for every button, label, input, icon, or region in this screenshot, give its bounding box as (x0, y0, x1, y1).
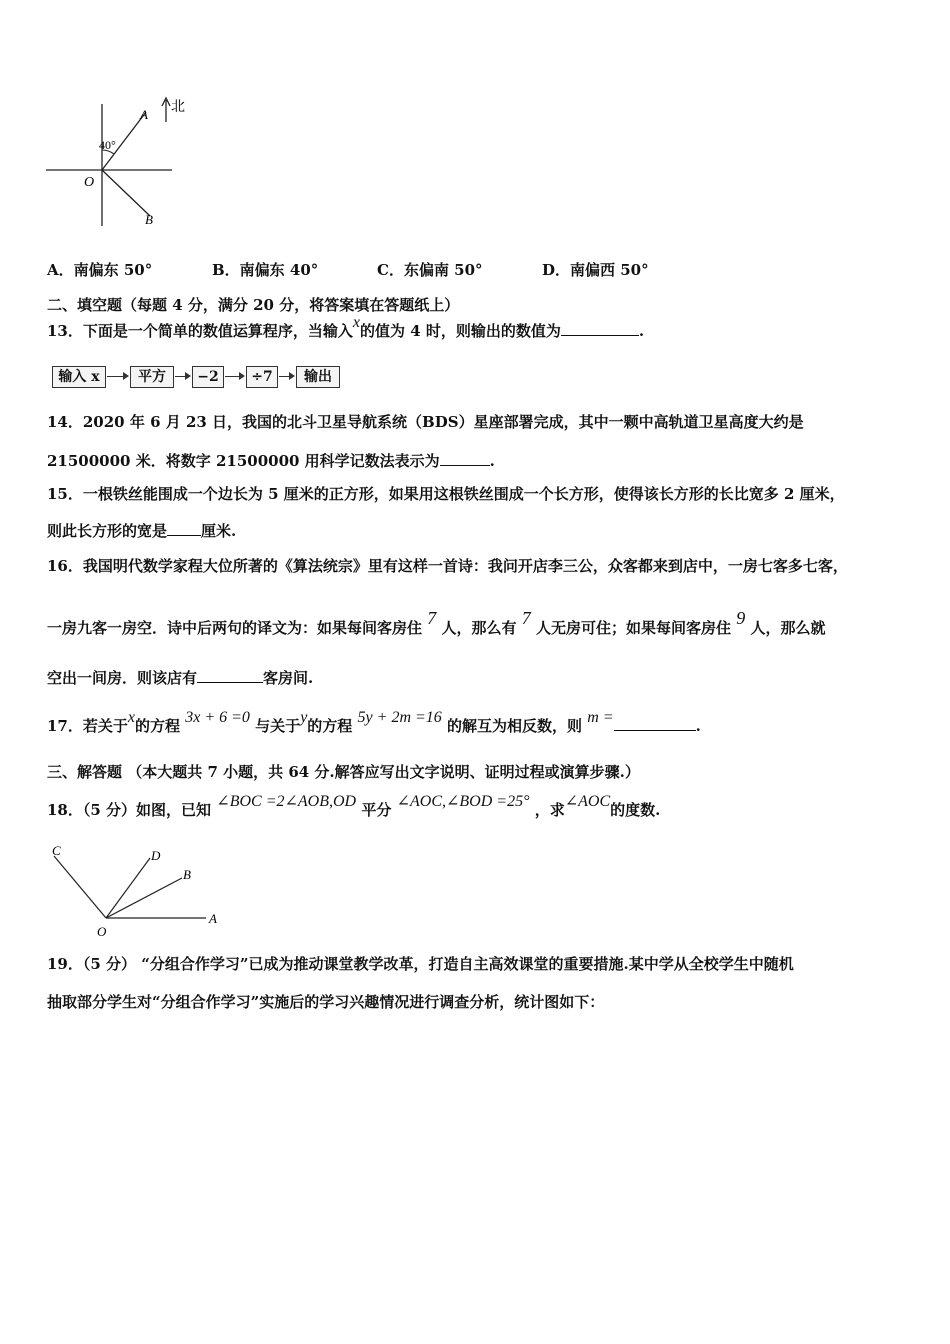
q17-equation-2: 5y + 2m =16 (357, 709, 442, 726)
section-2-title: 二、填空题（每题 4 分，满分 20 分，将答案填在答题纸上） (47, 296, 460, 314)
ray-ob (102, 170, 150, 216)
q15-line-1: 15．一根铁丝能围成一个边长为 5 厘米的正方形，如果用这根铁丝围成一个长方形，使得该长方形的长比宽多 2 厘米， (47, 485, 845, 503)
q14-line-1: 14．2020 年 6 月 23 日，我国的北斗卫星导航系统（BDS）星座部署完成，其中一颗中高轨道卫星高度大约是 (47, 413, 804, 431)
q17-var-x: x (127, 709, 135, 726)
q16-line-3 (47, 668, 313, 688)
q17-var-m: m = (587, 709, 614, 726)
option-d: D．南偏西 50° (542, 261, 649, 279)
q15-answer-blank (167, 521, 201, 536)
point-b-label: B (145, 212, 153, 227)
flow-input-box: 输入 x (52, 366, 106, 388)
q18-condition-2: ∠AOC,∠BOD =25° (396, 793, 530, 810)
flow-arrow-icon (175, 376, 189, 377)
q19-line-2: 抽取部分学生对“分组合作学习”实施后的学习兴趣情况进行调查分析，统计图如下： (47, 993, 605, 1011)
q16-text-3: 人无房可住；如果每间客房住 (535, 619, 731, 637)
q13-answer-blank (561, 321, 639, 336)
point-c-label: C (52, 843, 61, 858)
q17-text-2: 的方程 (134, 717, 180, 735)
q17-text-1: 17．若关于 (47, 717, 128, 735)
q14-line-2 (47, 451, 495, 471)
flow-divide-box: ÷7 (246, 366, 278, 388)
option-a: A．南偏东 50° (47, 261, 153, 279)
section-3-title: 三、解答题 （本大题共 7 小题，共 64 分.解答应写出文字说明、证明过程或演算步骤.） (47, 763, 640, 781)
question-13 (47, 314, 645, 342)
north-label: 北 (171, 99, 185, 115)
q17-end: . (695, 717, 701, 735)
q13-end: . (638, 322, 645, 340)
q14-answer-blank (440, 451, 490, 466)
option-c: C．东偏南 50° (377, 261, 483, 279)
q17-text-3: 与关于 (255, 717, 301, 735)
ray-ob (106, 878, 182, 918)
flow-arrow-icon (225, 376, 243, 377)
question-17 (47, 709, 701, 737)
point-o-label: O (84, 175, 95, 190)
q16-number-9: 9 (736, 608, 746, 628)
flow-minus-box: −2 (192, 366, 224, 388)
q18-target: ∠AOC (564, 793, 611, 810)
point-a-label: A (140, 107, 148, 122)
q17-answer-blank (614, 716, 696, 731)
q18-text-4: 的度数. (610, 801, 661, 819)
q18-text-2: 平分 (361, 801, 392, 819)
flow-output-box: 输出 (296, 366, 340, 388)
point-b-label: B (183, 867, 191, 882)
flow-square-box: 平方 (130, 366, 174, 388)
point-o-label: O (97, 924, 107, 939)
q14-end: . (489, 452, 495, 470)
q15-line-2 (47, 521, 236, 541)
angle-figure (40, 838, 240, 940)
q13-text-2: 的值为 4 时，则输出的数值为 (360, 322, 561, 340)
flow-arrow-icon (107, 376, 127, 377)
angle-label: 40° (99, 138, 116, 152)
q14-text: 21500000 米．将数字 21500000 用科学记数法表示为 (47, 452, 440, 470)
q16-number-7b: 7 (521, 608, 531, 628)
option-b: B．南偏东 40° (212, 261, 319, 279)
q15-text-2: 厘米. (201, 522, 237, 540)
question-18 (47, 793, 661, 821)
compass-figure (40, 92, 200, 232)
q16-text-5: 空出一间房．则该店有 (47, 669, 198, 687)
q18-condition-1: ∠BOC =2∠AOB,OD (216, 793, 357, 810)
flow-arrow-icon (279, 376, 293, 377)
point-d-label: D (151, 848, 161, 863)
q16-answer-blank (197, 668, 263, 683)
ray-od (106, 858, 150, 918)
q16-text-6: 客房间. (263, 669, 314, 687)
q18-text-3: ，求 (534, 801, 565, 819)
q17-text-5: 的解互为相反数，则 (447, 717, 583, 735)
ray-oc (54, 856, 106, 918)
q16-line-2 (47, 608, 826, 638)
q16-text-4: 人，那么就 (750, 619, 826, 637)
point-a-label: A (209, 911, 217, 926)
q17-var-y: y (300, 709, 308, 726)
q13-var: x (352, 314, 360, 331)
q16-line-1: 16．我国明代数学家程大位所著的《算法统宗》里有这样一首诗：我问开店李三公，众客都来到店中，一房七客多七客， (47, 557, 848, 575)
q16-text-1: 一房九客一房空．诗中后两句的译文为：如果每间客房住 (47, 619, 423, 637)
q17-equation-1: 3x + 6 =0 (185, 709, 250, 726)
q15-text-1: 则此长方形的宽是 (47, 522, 168, 540)
q13-text-1: 13．下面是一个简单的数值运算程序，当输入 (47, 322, 353, 340)
q18-text-1: 18．（5 分）如图，已知 (47, 801, 212, 819)
q19-line-1: 19．（5 分） “分组合作学习”已成为推动课堂教学改革，打造自主高效课堂的重要措施.某中学从全校学生中随机 (47, 955, 794, 973)
q16-text-2: 人，那么有 (441, 619, 517, 637)
q17-text-4: 的方程 (307, 717, 353, 735)
q13-flowchart (52, 366, 342, 392)
q16-number-7a: 7 (427, 608, 437, 628)
